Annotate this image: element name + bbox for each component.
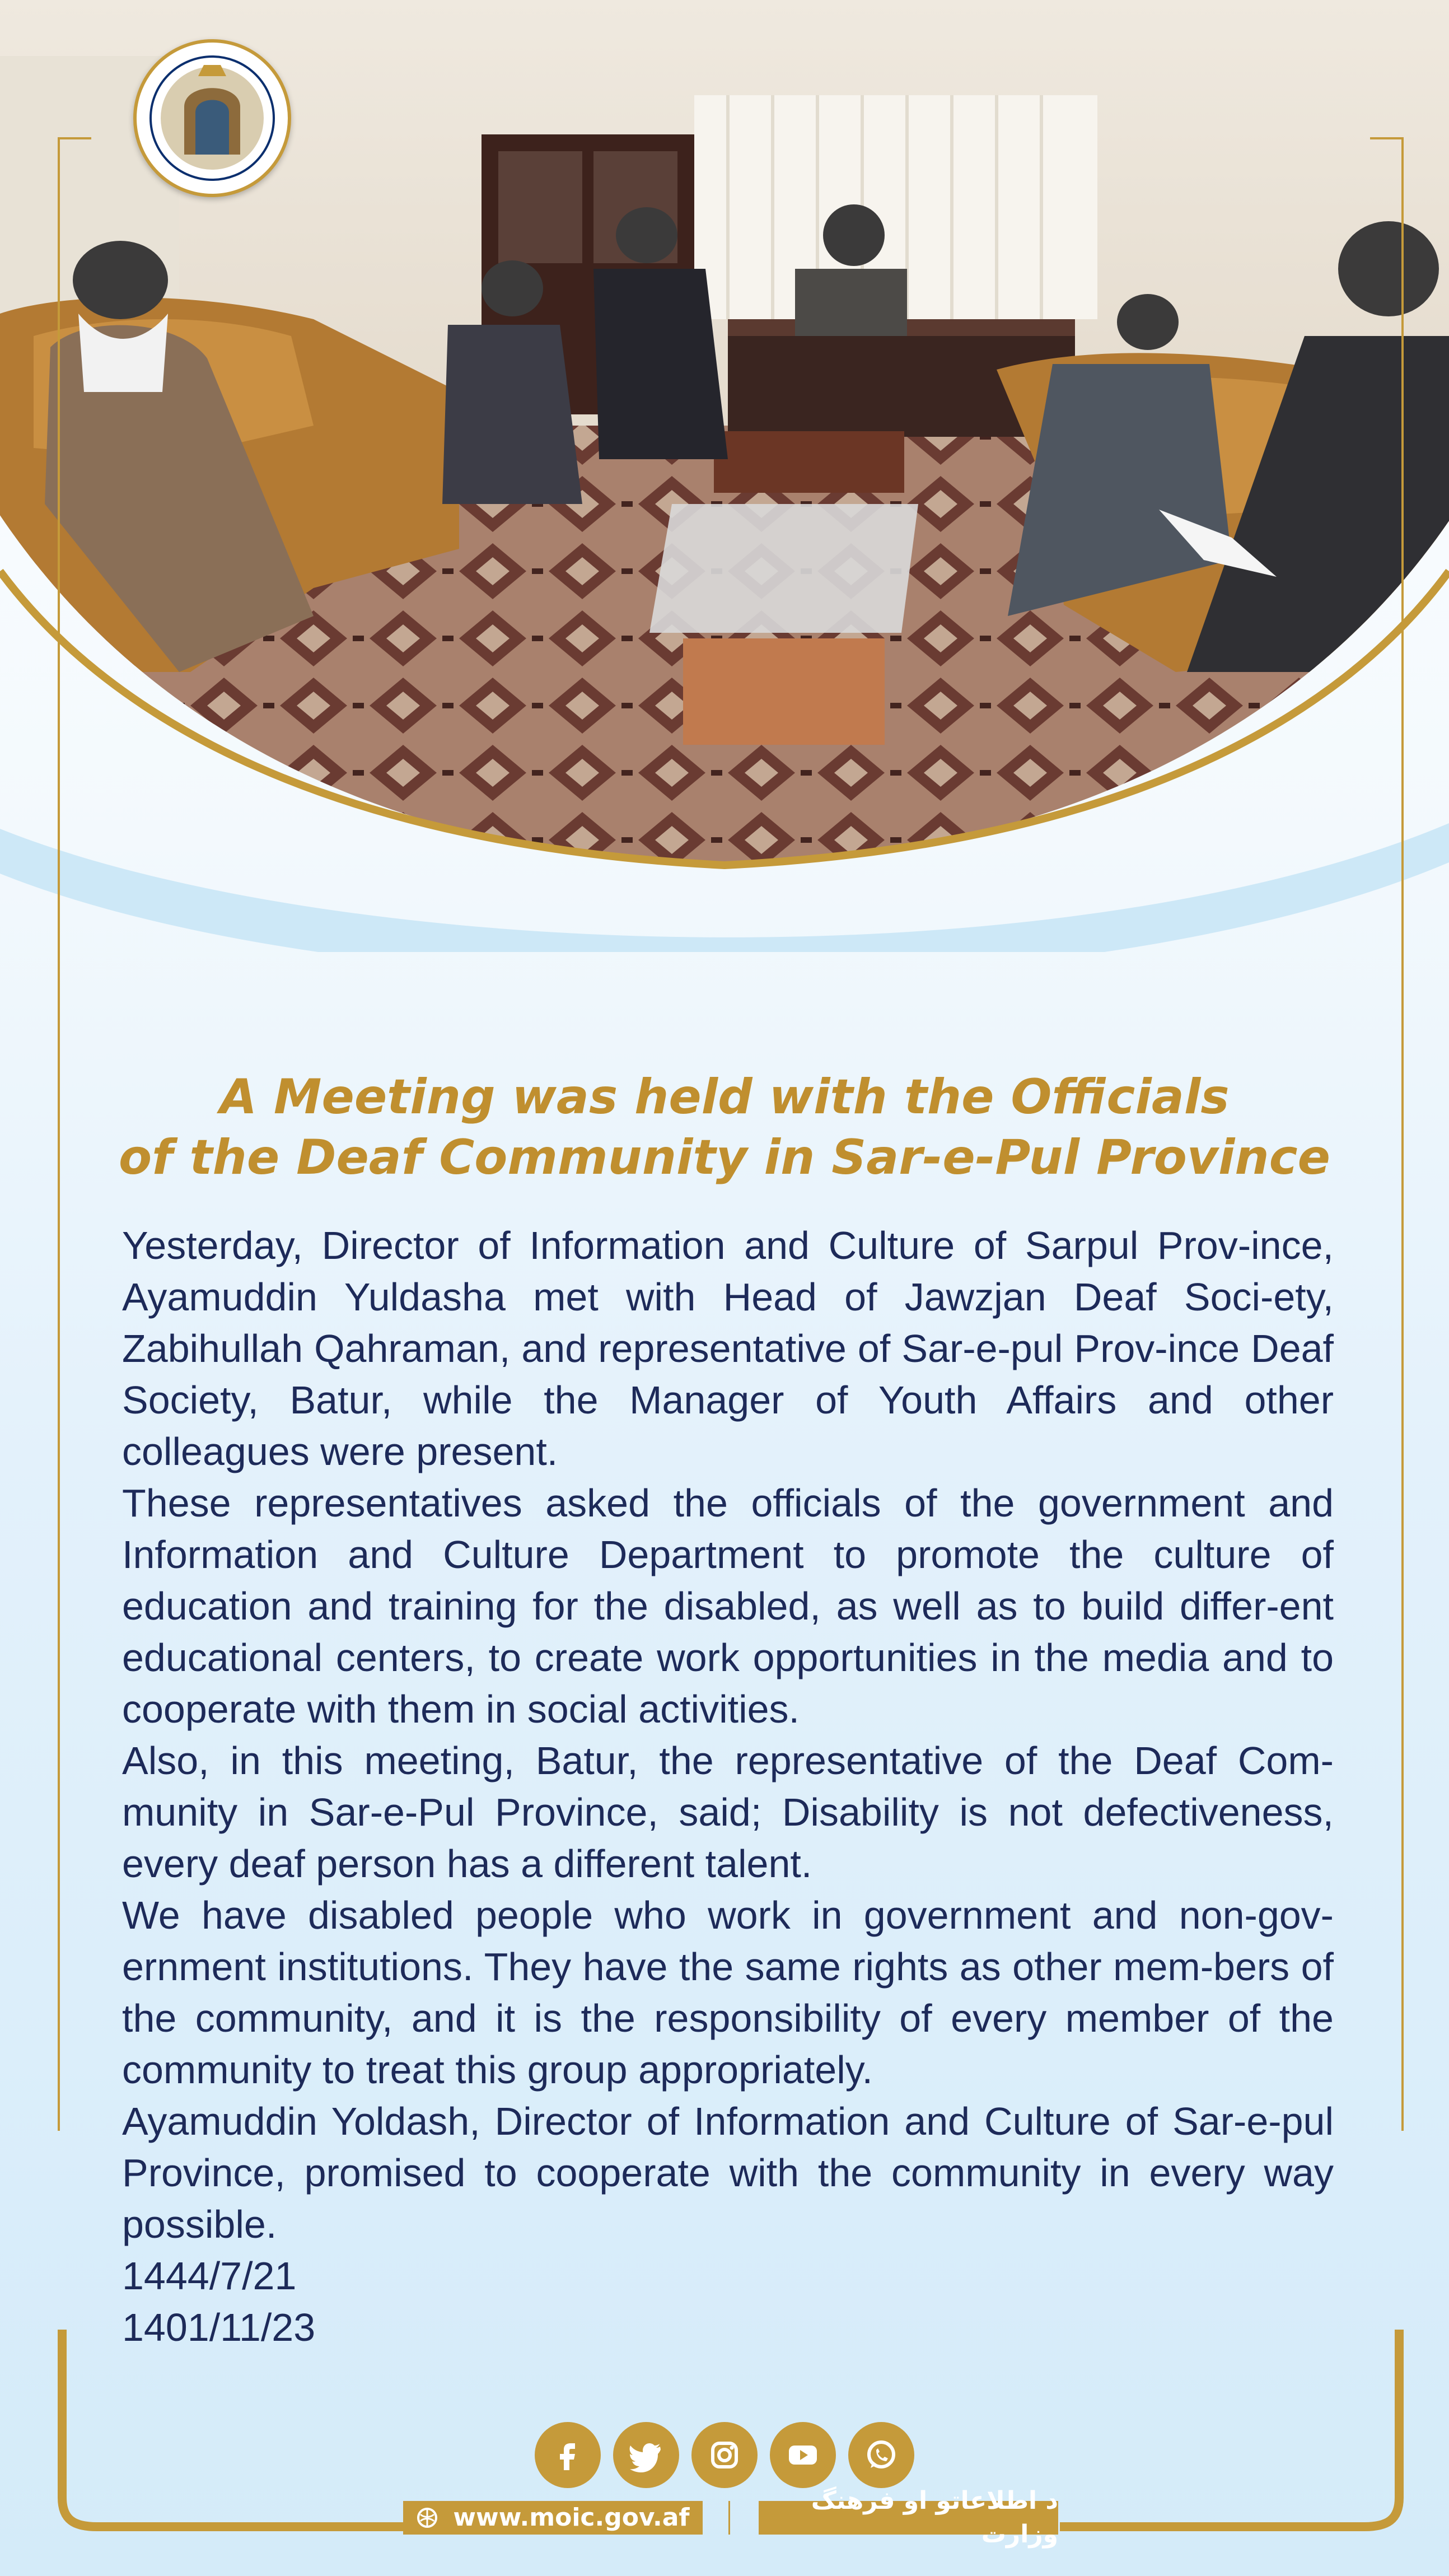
twitter-icon[interactable] (613, 2422, 679, 2488)
headline-line-1: A Meeting was held with the Officials (219, 1069, 1230, 1125)
article-paragraph: We have disabled people who work in government and non-gov-ernment institutions. They have the same rights as other mem-bers of the community, and it is the responsibility of every member of the community to treat this group appropriately. (122, 1893, 1334, 2092)
frame-right-line (1401, 137, 1404, 2131)
frame-left-line (58, 137, 60, 2131)
date-lunar-hijri: 1444/7/21 (122, 2254, 297, 2298)
article-paragraph: Also, in this meeting, Batur, the representative of the Deaf Com-munity in Sar-e-Pul Province, said; Disability is not defectiveness, every deaf person has a different talent. (122, 1739, 1334, 1886)
ministry-logo (133, 39, 291, 197)
date-solar-hijri: 1401/11/23 (122, 2306, 316, 2349)
ministry-name-bar (759, 2486, 1058, 2549)
globe-icon (416, 2507, 438, 2529)
article-headline (67, 1067, 1382, 1188)
frame-top-right-line (1370, 137, 1404, 139)
website-url: www.moic.gov.af (453, 2503, 690, 2532)
footer-divider (728, 2501, 730, 2535)
facebook-icon[interactable] (535, 2422, 601, 2488)
website-bar[interactable] (403, 2501, 703, 2535)
article-body (122, 1220, 1334, 2353)
article-paragraph: Ayamuddin Yoldash, Director of Information and Culture of Sar-e-pul Province, promised to cooperate with the community in every way possible. (122, 2099, 1334, 2246)
frame-top-left-line (58, 137, 91, 139)
whatsapp-icon[interactable] (848, 2422, 914, 2488)
ministry-seal-icon (137, 43, 288, 194)
headline-line-2: of the Deaf Community in Sar-e-Pul Province (119, 1130, 1330, 1186)
instagram-icon[interactable] (691, 2422, 758, 2488)
article-paragraph: Yesterday, Director of Information and Culture of Sarpul Prov-ince, Ayamuddin Yuldasha met with Head of Jawzjan Deaf Soci-ety, Zabihullah Qahraman, and representative of Sar-e-pul Prov-ince Deaf Society, Batur, while the Manager of Youth Affairs and other colleagues were present. (122, 1224, 1334, 1473)
youtube-icon[interactable] (770, 2422, 836, 2488)
ministry-name: د اطلاعاتو او فرهنگ وزارت (811, 2486, 1058, 2549)
article-paragraph: These representatives asked the officials of the government and Information and Culture Department to promote the culture of education and training for the disabled, as well as to build differ-ent educational centers, to create work opportunities in the media and to cooperate with them in social activities. (122, 1481, 1334, 1731)
social-icons-row (0, 2422, 1449, 2489)
